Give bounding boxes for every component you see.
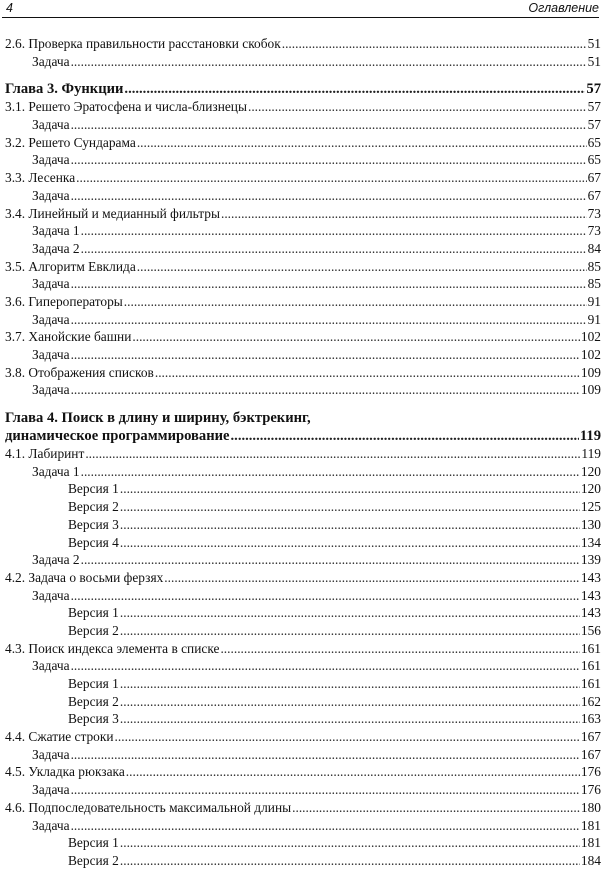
toc-entry[interactable]: 3.1. Решето Эратосфена и числа-близнецы ..... 57: [5, 98, 601, 116]
toc-entry[interactable]: Задача ..... 85: [5, 275, 601, 293]
toc-entry[interactable]: 3.8. Отображения списков ..... 109: [5, 364, 601, 382]
toc-entry[interactable]: 4.5. Укладка рюкзака ..... 176: [5, 763, 601, 781]
toc-entry[interactable]: Задача ..... 57: [5, 116, 601, 134]
toc-entry[interactable]: Задача ..... 176: [5, 781, 601, 799]
page-number: 4: [6, 1, 13, 15]
toc-entry[interactable]: 3.7. Ханойские башни ..... 102: [5, 328, 601, 346]
toc-entry[interactable]: Задача ..... 102: [5, 346, 601, 364]
toc-entry[interactable]: Задача ..... 109: [5, 381, 601, 399]
page-header: [2, 0, 599, 18]
toc-entry[interactable]: 3.3. Лесенка ..... 67: [5, 169, 601, 187]
toc-entry[interactable]: Задача ..... 167: [5, 746, 601, 764]
toc-entry[interactable]: Задача ..... 91: [5, 311, 601, 329]
toc-entry[interactable]: 4.4. Сжатие строки ..... 167: [5, 728, 601, 746]
table-of-contents: [5, 35, 601, 870]
toc-entry[interactable]: Задача 1 ..... 120: [5, 463, 601, 481]
toc-entry[interactable]: Версия 1 ..... 181: [5, 834, 601, 852]
toc-entry[interactable]: Версия 2 ..... 162: [5, 693, 601, 711]
running-title: Оглавление: [528, 1, 599, 15]
toc-entry[interactable]: 4.2. Задача о восьми ферзях ..... 143: [5, 569, 601, 587]
toc-entry[interactable]: 3.2. Решето Сундарама ..... 65: [5, 134, 601, 152]
toc-entry[interactable]: 4.3. Поиск индекса элемента в списке ..... 161: [5, 640, 601, 658]
chapter-heading[interactable]: Глава 3. Функции ..... 57: [5, 80, 601, 98]
toc-entry[interactable]: Версия 1 ..... 143: [5, 604, 601, 622]
toc-entry[interactable]: Задача 1 ..... 73: [5, 222, 601, 240]
toc-entry[interactable]: Версия 2 ..... 184: [5, 852, 601, 870]
toc-entry[interactable]: 3.5. Алгоритм Евклида ..... 85: [5, 258, 601, 276]
toc-entry[interactable]: Задача ..... 143: [5, 587, 601, 605]
chapter-heading-continued[interactable]: динамическое программирование ..... 119: [5, 427, 601, 445]
toc-entry[interactable]: 2.6. Проверка правильности расстановки скобок ..... 51: [5, 35, 601, 53]
toc-entry[interactable]: Задача 2 ..... 139: [5, 551, 601, 569]
toc-entry[interactable]: 4.6. Подпоследовательность максимальной длины ..... 180: [5, 799, 601, 817]
toc-entry[interactable]: 3.6. Гипероператоры ..... 91: [5, 293, 601, 311]
toc-entry[interactable]: Задача 2 ..... 84: [5, 240, 601, 258]
toc-entry[interactable]: Задача ..... 51: [5, 53, 601, 71]
toc-entry[interactable]: Версия 2 ..... 125: [5, 498, 601, 516]
toc-entry[interactable]: 4.1. Лабиринт ..... 119: [5, 445, 601, 463]
toc-entry[interactable]: Задача ..... 67: [5, 187, 601, 205]
toc-entry[interactable]: Задача ..... 161: [5, 657, 601, 675]
toc-entry[interactable]: Версия 3 ..... 163: [5, 710, 601, 728]
toc-entry[interactable]: Задача ..... 65: [5, 151, 601, 169]
toc-entry[interactable]: Версия 4 ..... 134: [5, 534, 601, 552]
toc-entry[interactable]: Задача ..... 181: [5, 817, 601, 835]
toc-entry[interactable]: 3.4. Линейный и медианный фильтры ..... 73: [5, 205, 601, 223]
toc-entry[interactable]: Версия 3 ..... 130: [5, 516, 601, 534]
toc-entry[interactable]: Версия 2 ..... 156: [5, 622, 601, 640]
toc-entry[interactable]: Версия 1 ..... 161: [5, 675, 601, 693]
toc-entry[interactable]: Версия 1 ..... 120: [5, 480, 601, 498]
chapter-heading[interactable]: Глава 4. Поиск в длину и ширину, бэктрекинг,: [5, 410, 311, 427]
